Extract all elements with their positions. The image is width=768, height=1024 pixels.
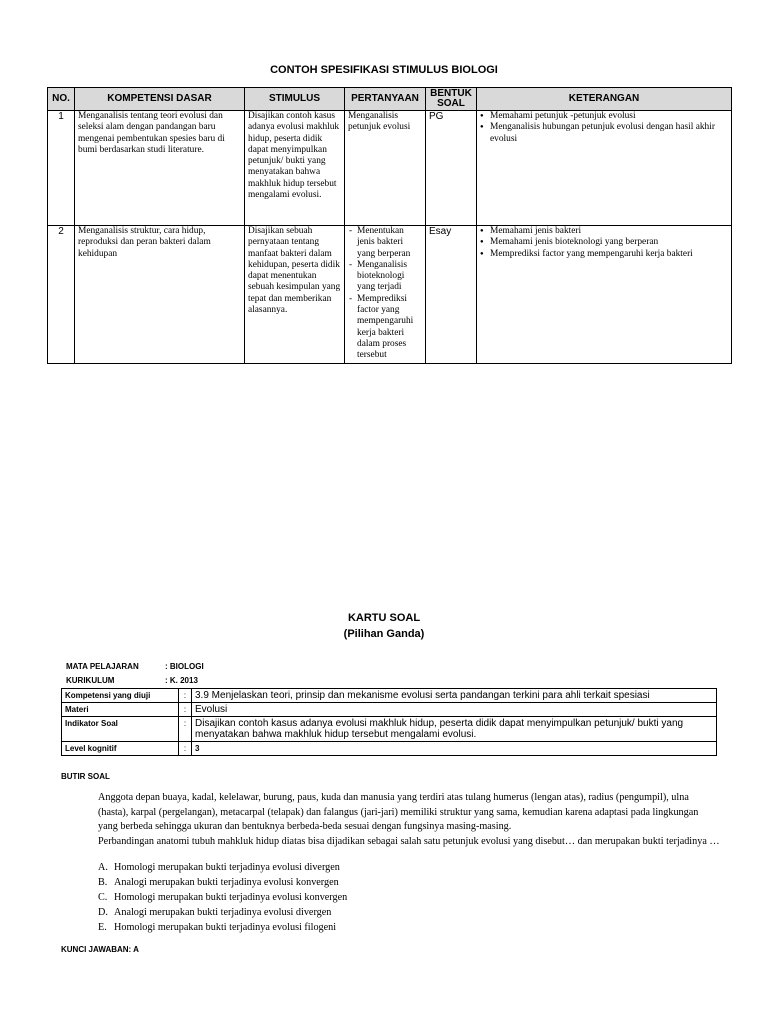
header-keterangan: KETERANGAN — [477, 88, 732, 111]
answer-options — [98, 860, 347, 935]
list-item: ● Menganalisis hubungan petunjuk evolusi dengan hasil akhir evolusi — [480, 122, 728, 145]
spec-table — [47, 87, 732, 364]
question-prompt: Perbandingan anatomi tubuh mahkluk hidup diatas bisa dijadikan sebagai salah satu petunjuk evolusi yang disebut… dan merupakan bukti terjadinya … — [98, 835, 720, 847]
option-text: Analogi merupakan bukti terjadinya evolusi divergen — [114, 907, 332, 918]
card-subtitle: (Pilihan Ganda) — [343, 628, 425, 640]
kurikulum-label: KURIKULUM — [66, 676, 115, 685]
cell-keterangan — [477, 111, 732, 226]
list-item: - Memprediksi factor yang mempengaruhi kerja bakteri dalam proses tersebut — [348, 294, 422, 362]
option-text: Homologi merupakan bukti terjadinya evolusi divergen — [114, 862, 340, 873]
table-row — [62, 742, 717, 756]
option-text: Homologi merupakan bukti terjadinya evolusi filogeni — [114, 922, 337, 933]
cell-no: 1 — [48, 111, 75, 226]
option-text: Analogi merupakan bukti terjadinya evolusi konvergen — [114, 877, 339, 888]
butir-soal-heading: BUTIR SOAL — [61, 772, 110, 781]
list-item: - Menentukan jenis bakteri yang berperan — [348, 226, 422, 260]
mata-pelajaran-label: MATA PELAJARAN — [66, 662, 139, 671]
cell-pertanyaan — [345, 226, 426, 364]
colon: : — [179, 717, 192, 742]
indikator-value: Disajikan contoh kasus adanya evolusi makhluk hidup, peserta didik dapat menyimpulkan petunjuk/ bukti yang menyatakan bahwa makhluk hidup tersebut mengalami evolusi. — [192, 717, 717, 742]
colon: : — [179, 742, 192, 756]
level-kognitif-label: Level kognitif — [62, 742, 179, 756]
cell-stimulus: Disajikan contoh kasus adanya evolusi makhluk hidup, peserta didik dapat menyimpulkan petunjuk/ bukti yang menyatakan bahwa makhluk hidup tersebut mengalami evolusi. — [245, 111, 345, 226]
header-kompetensi-dasar: KOMPETENSI DASAR — [75, 88, 245, 111]
cell-bentuk-soal: PG — [426, 111, 477, 226]
table-row — [48, 111, 732, 226]
header-stimulus: STIMULUS — [245, 88, 345, 111]
list-item: ● Memahami jenis bioteknologi yang berperan — [480, 237, 728, 248]
keterangan-list — [480, 111, 728, 145]
option-letter: A. — [98, 862, 108, 873]
level-kognitif-value: 3 — [192, 742, 717, 756]
list-item: - Menganalisis bioteknologi yang terjadi — [348, 260, 422, 294]
option-letter: D. — [98, 907, 108, 918]
option-d — [98, 905, 347, 920]
option-a — [98, 860, 347, 875]
question-stimulus: Anggota depan buaya, kadal, kelelawar, burung, paus, kuda dan manusia yang terdiri atas tulang humerus (lengan atas), radius (pengumpil), ulna (hasta), karpal (pergelangan), metacarpal (telapak) dan falangus (jari-jari) memiliki struktur yang sama, kemudian karena adaptasi pada lingkungan yang berbeda sehingga ukuran dan bentuknya berbeda-beda sesuai dengan fungsinya masing-masing. — [98, 792, 699, 833]
card-title: KARTU SOAL — [347, 612, 421, 624]
question-body — [98, 791, 720, 849]
cell-kompetensi: Menganalisis struktur, cara hidup, reproduksi dan peran bakteri dalam kehidupan — [75, 226, 245, 364]
card-info-table — [61, 688, 717, 756]
option-letter: E. — [98, 922, 107, 933]
option-letter: C. — [98, 892, 108, 903]
header-bentuk-soal: BENTUK SOAL — [426, 88, 477, 111]
table-row — [48, 226, 732, 364]
cell-no: 2 — [48, 226, 75, 364]
materi-value: Evolusi — [192, 703, 717, 717]
answer-key: KUNCI JAWABAN: A — [61, 945, 139, 954]
kurikulum-value: : K. 2013 — [165, 676, 198, 685]
mata-pelajaran-value: : BIOLOGI — [165, 662, 204, 671]
header-pertanyaan: PERTANYAAN — [345, 88, 426, 111]
keterangan-list — [480, 226, 728, 260]
cell-bentuk-soal: Esay — [426, 226, 477, 364]
cell-keterangan — [477, 226, 732, 364]
header-no: NO. — [48, 88, 75, 111]
pertanyaan-list — [348, 226, 422, 362]
list-item: ● Memahami petunjuk -petunjuk evolusi — [480, 111, 728, 122]
option-letter: B. — [98, 877, 108, 888]
materi-label: Materi — [62, 703, 179, 717]
kompetensi-value: 3.9 Menjelaskan teori, prinsip dan mekanisme evolusi serta pandangan terkini para ahli terkait spesiasi — [192, 689, 717, 703]
pertanyaan-text: Menganalisis petunjuk evolusi — [348, 111, 411, 133]
list-item: ● Memprediksi factor yang mempengaruhi kerja bakteri — [480, 249, 728, 260]
table-row — [62, 689, 717, 703]
option-b — [98, 875, 347, 890]
cell-kompetensi: Menganalisis tentang teori evolusi dan seleksi alam dengan pandangan baru mengenai pembentukan spesies baru di bumi berdasarkan studi literature. — [75, 111, 245, 226]
document-title: CONTOH SPESIFIKASI STIMULUS BIOLOGI — [270, 64, 498, 76]
list-item: ● Memahami jenis bakteri — [480, 226, 728, 237]
table-row — [62, 717, 717, 742]
option-text: Homologi merupakan bukti terjadinya evolusi konvergen — [114, 892, 348, 903]
option-e — [98, 920, 347, 935]
table-row — [62, 703, 717, 717]
cell-pertanyaan — [345, 111, 426, 226]
option-c — [98, 890, 347, 905]
spec-header-row — [48, 88, 732, 111]
cell-stimulus: Disajikan sebuah pernyataan tentang manfaat bakteri dalam kehidupan, peserta didik dapat menentukan sebuah kesimpulan yang tepat dan memberikan alasannya. — [245, 226, 345, 364]
colon: : — [179, 703, 192, 717]
kompetensi-label: Kompetensi yang diuji — [62, 689, 179, 703]
indikator-label: Indikator Soal — [62, 717, 179, 742]
colon: : — [179, 689, 192, 703]
